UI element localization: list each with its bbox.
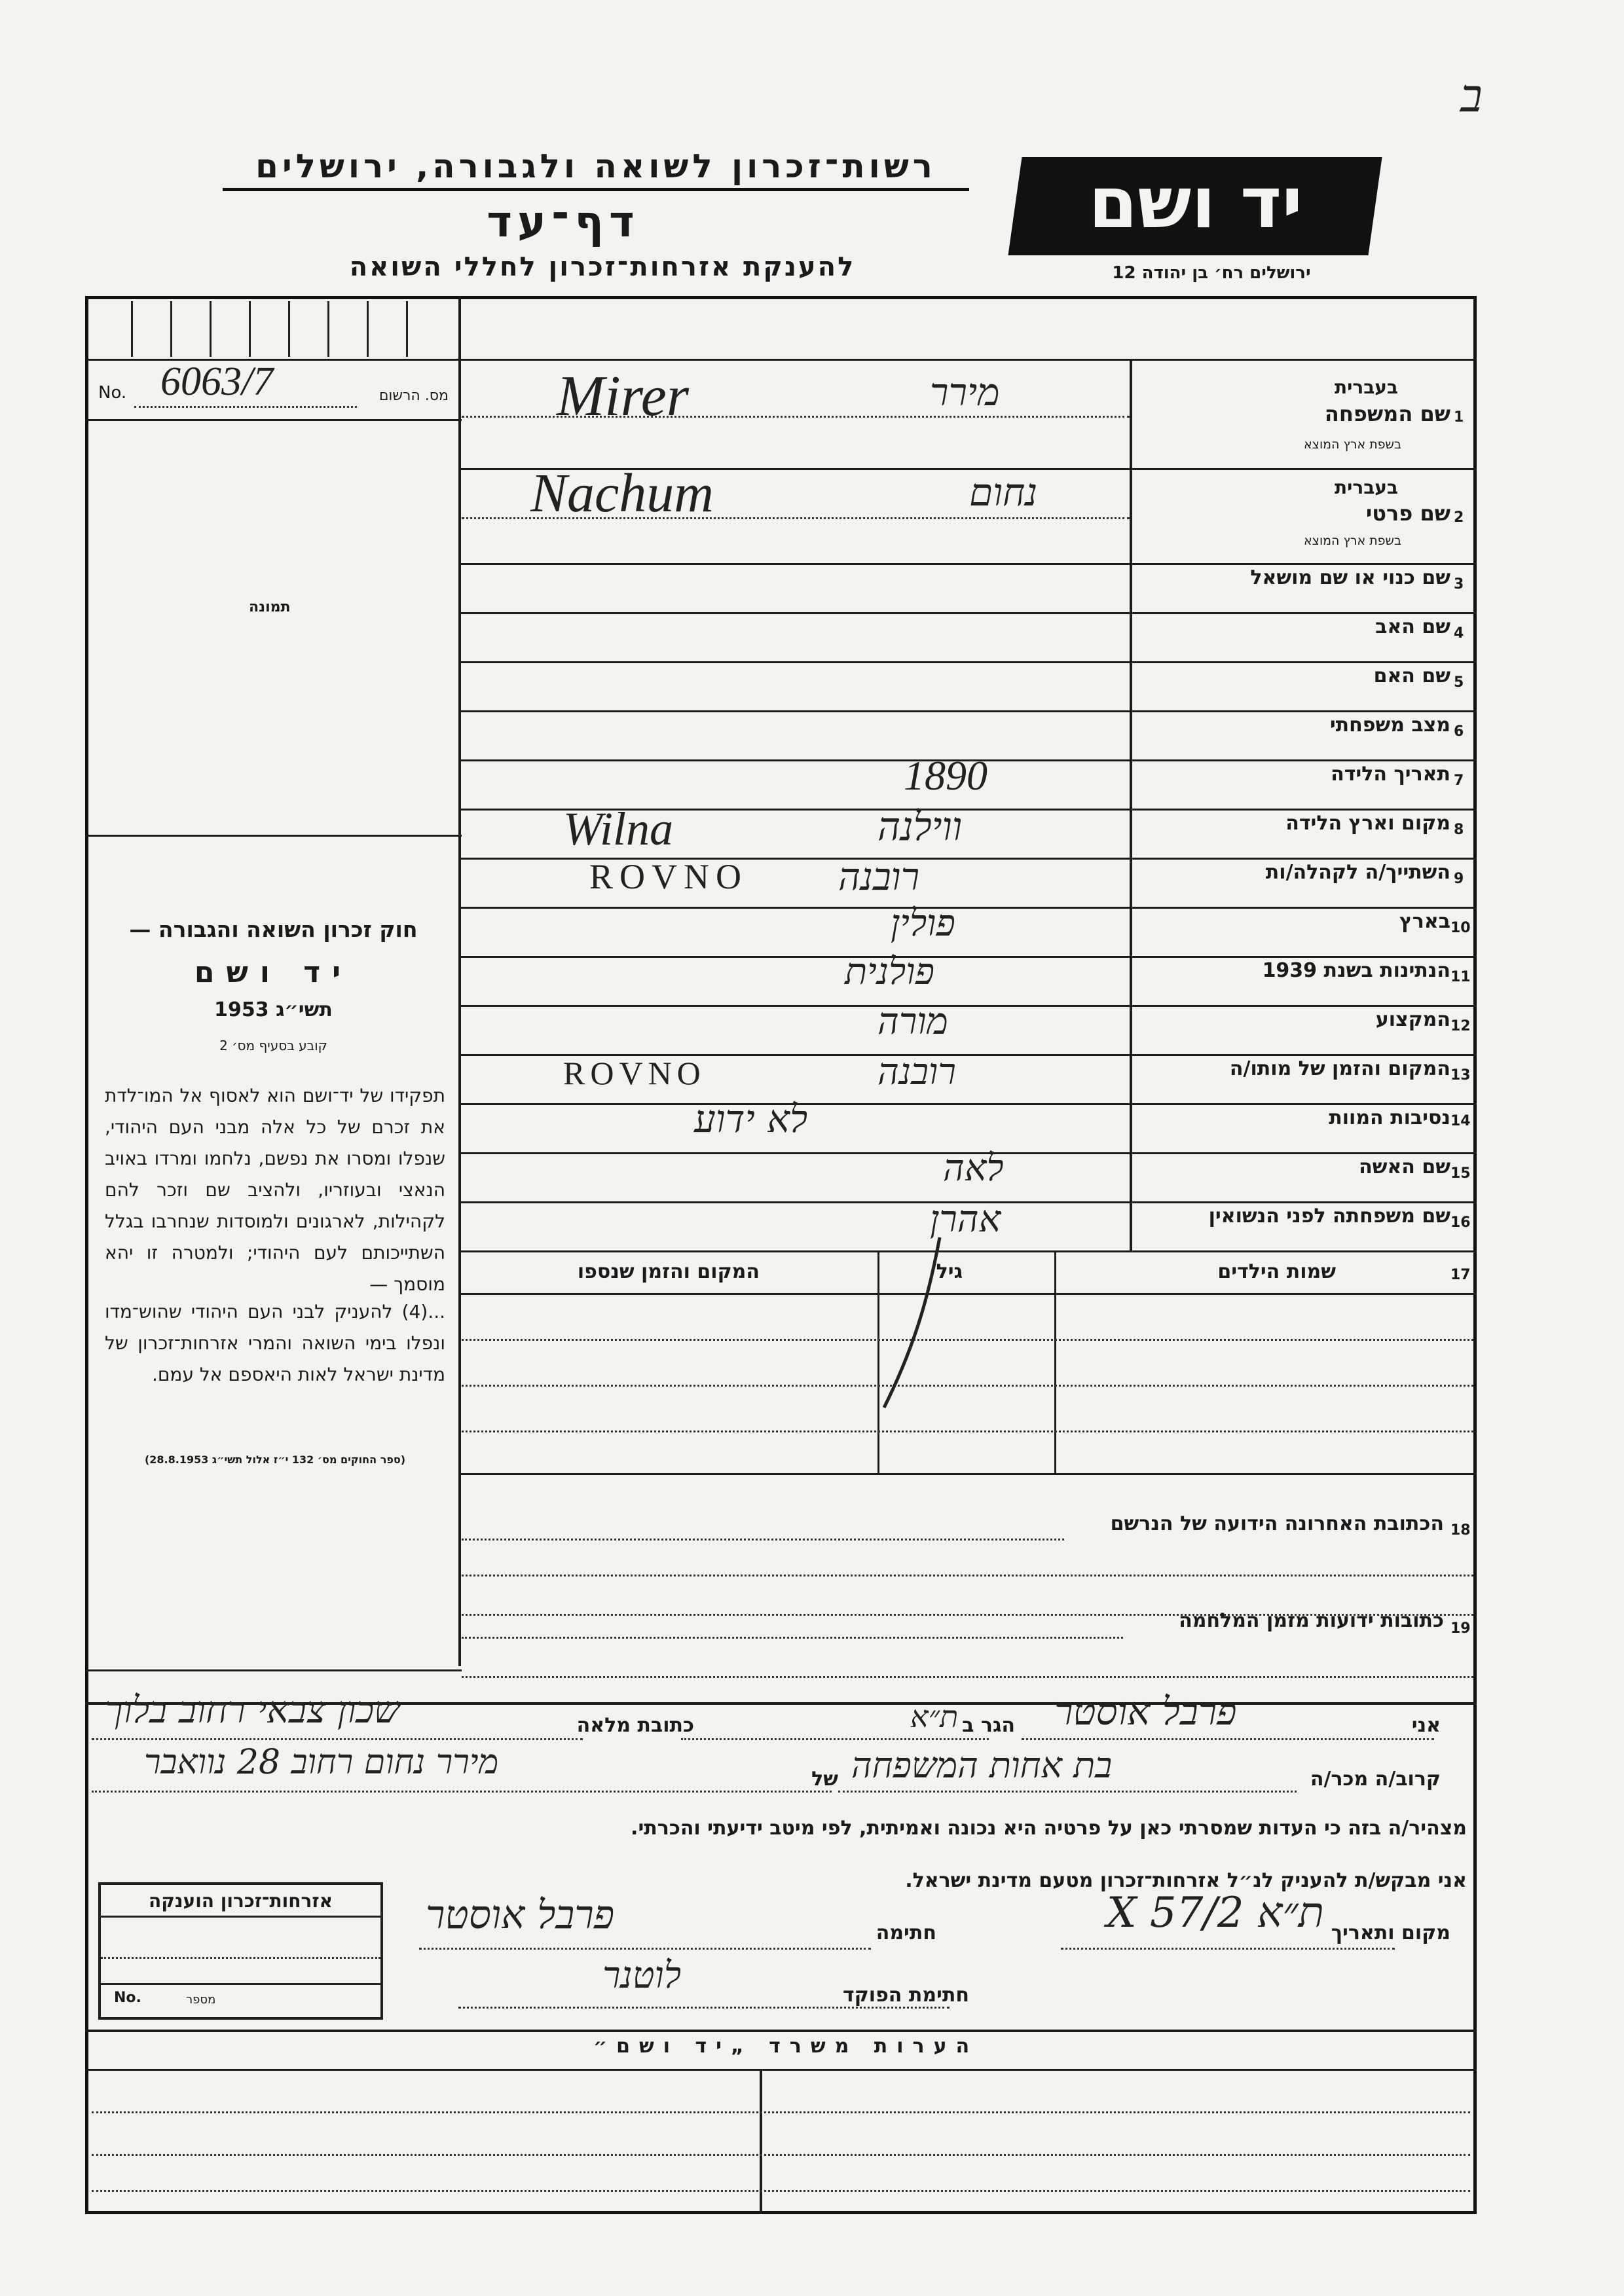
- field-15-num: 15: [1450, 1165, 1471, 1182]
- decl-signature-value: פרבל אוסטר: [426, 1892, 615, 1938]
- field-4-num: 4: [1454, 625, 1464, 642]
- grant-box: [98, 1882, 383, 2020]
- field-1-sub-origin: בשפת ארץ המוצא: [1303, 437, 1401, 452]
- field-15-label: שם האשה: [1359, 1156, 1450, 1178]
- field-7-value: 1890: [904, 752, 987, 799]
- field-1-value-hebrew: מירר: [930, 370, 1000, 414]
- logo-text: יד ושם: [1088, 162, 1303, 244]
- decl-resides-label: הגר ב: [962, 1714, 1015, 1737]
- authority-title: רשות־זכרון לשואה ולגבורה, ירושלים: [223, 147, 969, 191]
- decl-address-label: כתובת מלאה: [576, 1714, 694, 1737]
- field-9-value-hebrew: רובנה: [838, 854, 920, 899]
- field-1-value-latin: Mirer: [557, 365, 690, 428]
- decl-address-value: שכון צבאי רחוב בלוך: [105, 1689, 400, 1732]
- grant-box-number-label: מספר: [186, 1993, 216, 2007]
- decl-of-value: מירר נחום רחוב 28 נוואבר: [144, 1743, 499, 1782]
- decl-place-date-value: ת״א 2/X 57: [1107, 1889, 1324, 1937]
- field-12-value: מורה: [877, 1000, 948, 1043]
- field-11-num: 11: [1450, 969, 1471, 985]
- grant-box-title: אזרחות־זכרון הוענקה: [101, 1890, 380, 1918]
- decl-i-label: אני: [1411, 1714, 1441, 1737]
- field-9-num: 9: [1454, 871, 1464, 887]
- decl-i-value: פרבל אוסטר: [1054, 1689, 1237, 1734]
- decl-resides-value: ת״א: [910, 1699, 959, 1734]
- children-col-place: המקום והזמן שנספו: [577, 1260, 760, 1283]
- field-12-label: המקצוע: [1375, 1008, 1450, 1031]
- decl-relative-value: בת אחות המשפחה: [851, 1745, 1113, 1786]
- law-clause-ref: קובע בסעיף מס׳ 2: [219, 1038, 327, 1053]
- field-16-label: שם משפחתה לפני הנשואין: [1208, 1205, 1450, 1228]
- corner-mark: ב: [1460, 69, 1483, 122]
- decl-statement-2: אני מבקש/ת להעניק לנ״ל אזרחות־זכרון מטעם מדינת ישראל.: [905, 1869, 1467, 1892]
- field-3-label: שם כנוי או שם מושאל: [1250, 566, 1450, 589]
- field-9-label: השתייך/ה לקהלה/ות: [1265, 861, 1450, 884]
- photo-label: תמונה: [249, 599, 291, 615]
- field-16-value: אהרן: [930, 1198, 1001, 1241]
- children-col-names: שמות הילדים: [1217, 1260, 1336, 1283]
- field-18-label: הכתובת האחרונה הידועה של הנרשם: [1110, 1512, 1444, 1535]
- field-2-sub-hebrew: בעברית: [1334, 477, 1398, 498]
- field-14-value: לא ידוע: [694, 1097, 808, 1141]
- field-6-label: מצב משפחתי: [1329, 714, 1450, 737]
- field-8-value-latin: Wilna: [563, 803, 674, 855]
- field-16-num: 16: [1450, 1214, 1471, 1231]
- field-13-num: 13: [1450, 1067, 1471, 1084]
- field-2-label: שם פרטי: [1365, 501, 1450, 526]
- yad-vashem-logo: [1008, 157, 1382, 255]
- law-source: (ספר החוקים מס׳ 132 י״ז אלול תשי״ג 28.8.1953): [144, 1453, 406, 1466]
- field-12-num: 12: [1450, 1018, 1471, 1034]
- law-clause4: ...(4) להעניק לבני העם היהודי שהוש־מדו ונפלו בימי השואה והמרי אזרחות־זכרון של מדינת ישראל לאות היאספם אל עמם.: [105, 1301, 445, 1385]
- field-10-num: 10: [1450, 920, 1471, 936]
- office-notes-title: הערות משרד „יד ושם״: [593, 2035, 979, 2058]
- field-6-num: 6: [1454, 723, 1464, 740]
- grant-box-no-label: No.: [114, 1990, 141, 2006]
- decl-official-value: לוטנר: [602, 1954, 682, 1997]
- field-5-label: שם האם: [1373, 665, 1450, 687]
- field-11-label: הנתינות בשנת 1939: [1262, 959, 1450, 982]
- field-13-value-hebrew: רובנה: [877, 1051, 956, 1093]
- field-2-value-hebrew: נחום: [969, 470, 1038, 515]
- field-8-value-hebrew: ווילנה: [877, 804, 963, 850]
- field-1-num: 1: [1454, 409, 1464, 426]
- field-5-num: 5: [1454, 674, 1464, 691]
- law-body: תפקידו של יד־ושם הוא לאסוף אל המו־לדת את זכרם של כל אלה מבני העם היהודי, שנפלו ומסרו את נפשם, נלחמו ומרדו באויב הנאצי ובעוזריו, ולהציב שם וזכר להם לקהילות, לארגונים ולמוסדות שנחרבו בגלל השתייכותם לעם היהודי; ולמטרה זו יהא מוסמך —: [105, 1085, 445, 1295]
- field-18-num: 18: [1450, 1522, 1471, 1539]
- field-13-value-latin: ROVNO: [563, 1055, 706, 1091]
- decl-statement-1: מצהיר/ה בזה כי העדות שמסרתי כאן על פרטיה היא נכונה ואמיתית, לפי מיטב ידיעתי והכרתי.: [631, 1817, 1467, 1840]
- field-8-num: 8: [1454, 822, 1464, 838]
- field-11-value: פולנית: [845, 951, 934, 993]
- field-1-label: שם המשפחה: [1324, 401, 1450, 426]
- field-8-label: מקום וארץ הלידה: [1285, 812, 1450, 835]
- field-19-label: כתובות ידועות מזמן המלחמה: [1179, 1609, 1444, 1632]
- field-2-value-latin: Nachum: [530, 463, 714, 524]
- field-10-value: פולין: [891, 902, 955, 945]
- form-subtitle: להענקת אזרחות־זכרון לחללי השואה: [349, 252, 856, 282]
- field-7-label: תאריך הלידה: [1331, 763, 1450, 786]
- decl-signature-label: חתימה: [876, 1922, 936, 1944]
- decl-of-label: של: [811, 1768, 838, 1791]
- children-col-age: גיל: [936, 1260, 963, 1283]
- field-4-label: שם האב: [1375, 615, 1450, 638]
- field-13-label: המקום והזמן של מותו/ה: [1229, 1057, 1450, 1080]
- field-10-label: בארץ: [1399, 910, 1450, 933]
- field-2-sub-origin: בשפת ארץ המוצא: [1303, 534, 1401, 548]
- decl-place-date-label: מקום ותאריך: [1331, 1922, 1450, 1944]
- code-boxes: [92, 301, 455, 357]
- address: ירושלים רח׳ בן יהודה 12: [1112, 263, 1311, 283]
- field-7-num: 7: [1454, 773, 1464, 789]
- field-19-num: 19: [1450, 1620, 1471, 1637]
- field-15-value: לאה: [943, 1147, 1004, 1190]
- registration-no-value: 6063/7: [160, 359, 274, 404]
- law-title: חוק זכרון השואה והגבורה —: [129, 917, 418, 942]
- field-2-num: 2: [1454, 509, 1464, 526]
- law-year: תשי״ג 1953: [214, 998, 333, 1021]
- law-name: יד ושם: [194, 956, 353, 989]
- field-17-num: 17: [1450, 1267, 1471, 1283]
- registration-no-caption: מס. הרשום: [378, 388, 449, 404]
- decl-official-label: חתימת הפוקד: [843, 1984, 969, 2007]
- field-14-label: נסיבות המוות: [1329, 1106, 1450, 1129]
- decl-relative-label: קרוב/ה מכר/ה: [1310, 1768, 1441, 1791]
- field-9-value-latin: ROVNO: [589, 857, 748, 896]
- field-14-num: 14: [1450, 1113, 1471, 1129]
- registration-no-label: No.: [98, 383, 127, 403]
- children-strike-mark: [877, 1231, 956, 1414]
- form-title: דף־עד: [487, 196, 640, 247]
- field-3-num: 3: [1454, 576, 1464, 592]
- field-1-sub-hebrew: בעברית: [1334, 376, 1398, 398]
